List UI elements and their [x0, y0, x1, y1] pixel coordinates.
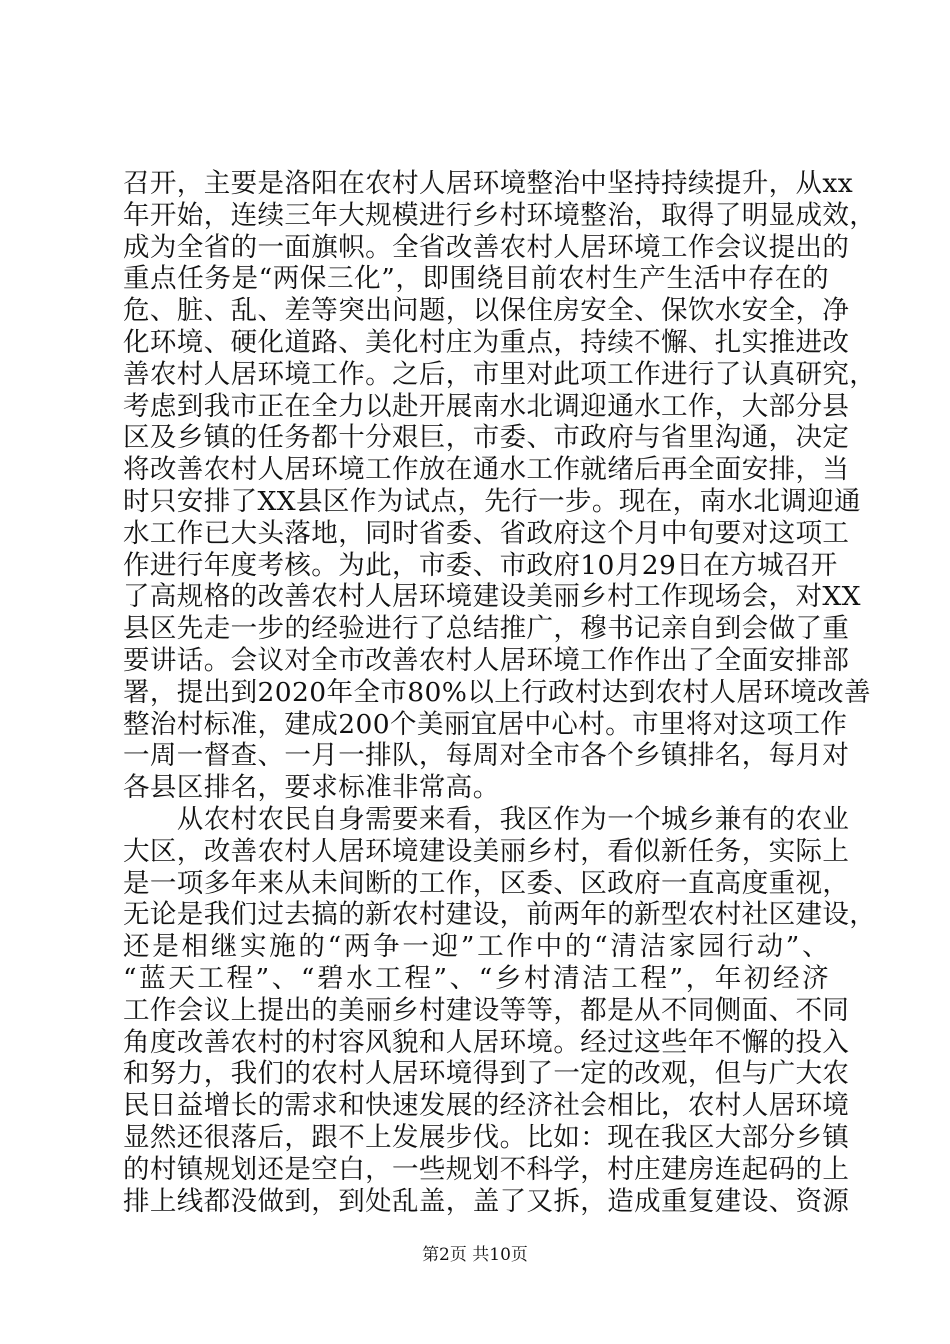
- text-line: 时只安排了XX县区作为试点，先行一步。现在，南水北调迎通: [123, 485, 861, 517]
- text-line: 区及乡镇的任务都十分艰巨，市委、市政府与省里沟通，决定: [123, 422, 850, 454]
- text-line: 考虑到我市正在全力以赴开展南水北调迎通水工作，大部分县: [123, 390, 850, 422]
- text-line: 一周一督查、一月一排队，每周对全市各个乡镇排名，每月对: [123, 740, 850, 772]
- text-line: 是一项多年来从未间断的工作，区委、区政府一直高度重视，: [123, 867, 850, 899]
- text-line: 善农村人居环境工作。之后，市里对此项工作进行了认真研究，: [123, 358, 877, 390]
- text-line: 作进行年度考核。为此，市委、市政府10月29日在方城召开: [123, 549, 838, 581]
- text-line: 排上线都没做到，到处乱盖，盖了又拆，造成重复建设、资源: [123, 1185, 850, 1217]
- text-line: 将改善农村人居环境工作放在通水工作就绪后再全面安排，当: [123, 454, 850, 486]
- text-line: 署，提出到2020年全市80%以上行政村达到农村人居环境改善: [123, 676, 871, 708]
- text-line: 显然还很落后，跟不上发展步伐。比如：现在我区大部分乡镇: [123, 1121, 850, 1153]
- text-line: 还是相继实施的“两争一迎”工作中的“清洁家园行动”、: [123, 931, 829, 963]
- text-line: 水工作已大头落地，同时省委、省政府这个月中旬要对这项工: [123, 517, 850, 549]
- text-line: 成为全省的一面旗帜。全省改善农村人居环境工作会议提出的: [123, 231, 850, 263]
- document-body: [123, 168, 877, 1217]
- text-line: 县区先走一步的经验进行了总结推广，穆书记亲自到会做了重: [123, 613, 850, 645]
- text-line: 的村镇规划还是空白，一些规划不科学，村庄建房连起码的上: [123, 1153, 850, 1185]
- text-line: 和努力，我们的农村人居环境得到了一定的改观，但与广大农: [123, 1058, 850, 1090]
- text-line: 民日益增长的需求和快速发展的经济社会相比，农村人居环境: [123, 1090, 850, 1122]
- page-number-footer: 第2页 共10页: [422, 1245, 528, 1265]
- text-line: 要讲话。会议对全市改善农村人居环境工作作出了全面安排部: [123, 644, 850, 676]
- text-line: 角度改善农村的村容风貌和人居环境。经过这些年不懈的投入: [123, 1026, 850, 1058]
- text-line: 工作会议上提出的美丽乡村建设等等，都是从不同侧面、不同: [123, 994, 850, 1026]
- text-line: 各县区排名，要求标准非常高。: [123, 772, 500, 804]
- text-line: 从农村农民自身需要来看，我区作为一个城乡兼有的农业: [123, 803, 850, 835]
- text-line: 整治村标准，建成200个美丽宜居中心村。市里将对这项工作: [123, 708, 848, 740]
- text-line: 重点任务是“两保三化”，即围绕目前农村生产生活中存在的: [123, 263, 829, 295]
- text-line: 危、脏、乱、差等突出问题，以保住房安全、保饮水安全，净: [123, 295, 850, 327]
- text-line: 年开始，连续三年大规模进行乡村环境整治，取得了明显成效，: [123, 199, 877, 231]
- text-line: 化环境、硬化道路、美化村庄为重点，持续不懈、扎实推进改: [123, 326, 850, 358]
- text-line: “蓝天工程”、“碧水工程”、“乡村清洁工程”，年初经济: [123, 962, 829, 994]
- text-line: 无论是我们过去搞的新农村建设，前两年的新型农村社区建设，: [123, 899, 877, 931]
- text-line: 了高规格的改善农村人居环境建设美丽乡村工作现场会，对XX: [123, 581, 861, 613]
- text-line: 召开，主要是洛阳在农村人居环境整治中坚持持续提升，从xx: [123, 168, 854, 199]
- text-line: 大区，改善农村人居环境建设美丽乡村，看似新任务，实际上: [123, 835, 850, 867]
